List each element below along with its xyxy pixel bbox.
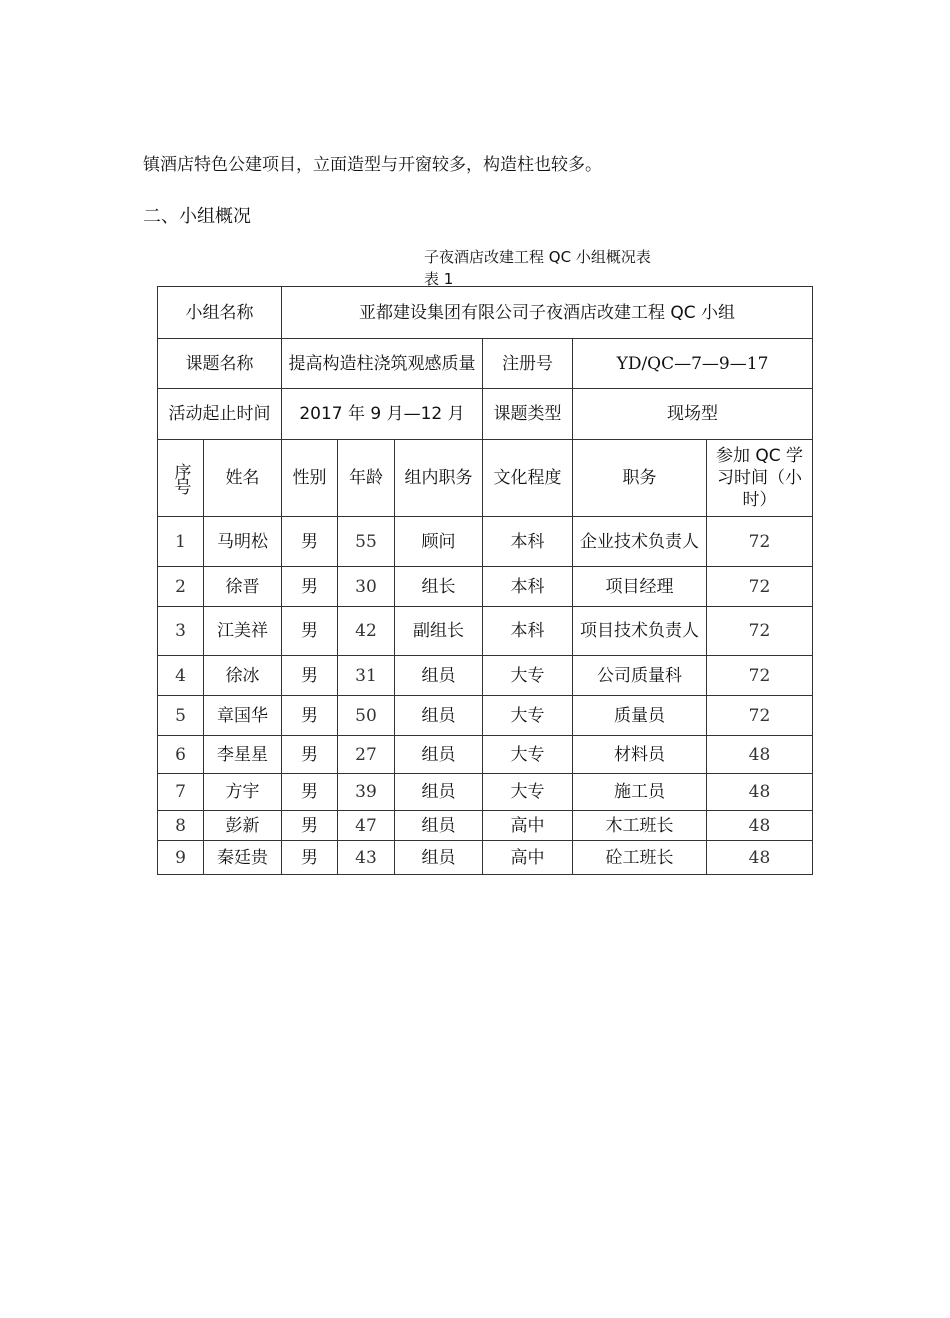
reg-value: YD/QC—7—9—17: [573, 339, 813, 389]
cell-group-role: 组员: [395, 841, 483, 875]
cell-name: 马明松: [204, 517, 282, 567]
period-value: 2017 年 9 月—12 月: [282, 389, 483, 440]
cell-age: 50: [338, 696, 395, 736]
table-row: [158, 811, 813, 841]
cell-gender: 男: [282, 567, 338, 607]
table-caption: [424, 246, 651, 290]
cell-name: 秦廷贵: [204, 841, 282, 875]
cell-group-role: 组员: [395, 811, 483, 841]
cell-age: 43: [338, 841, 395, 875]
period-row: [158, 389, 813, 440]
cell-group-role: 顾问: [395, 517, 483, 567]
cell-study-hours: 72: [707, 607, 813, 656]
qc-group-table: [157, 286, 813, 875]
table-row: [158, 736, 813, 774]
cell-gender: 男: [282, 774, 338, 811]
table-row: [158, 517, 813, 567]
cell-education: 大专: [483, 696, 573, 736]
cell-study-hours: 48: [707, 774, 813, 811]
cell-group-role: 组长: [395, 567, 483, 607]
group-name-value: 亚都建设集团有限公司子夜酒店改建工程 QC 小组: [282, 287, 813, 339]
cell-study-hours: 72: [707, 696, 813, 736]
reg-label: 注册号: [483, 339, 573, 389]
cell-seq: 1: [158, 517, 204, 567]
cell-study-hours: 48: [707, 736, 813, 774]
cell-education: 本科: [483, 567, 573, 607]
cell-study-hours: 72: [707, 517, 813, 567]
cell-name: 章国华: [204, 696, 282, 736]
table-number: 表 1: [424, 270, 454, 288]
col-header-education: 文化程度: [483, 440, 573, 517]
cell-position: 施工员: [573, 774, 707, 811]
cell-education: 高中: [483, 841, 573, 875]
col-header-age: 年龄: [338, 440, 395, 517]
col-header-seq: 序号: [158, 440, 204, 517]
cell-position: 项目技术负责人: [573, 607, 707, 656]
cell-name: 徐冰: [204, 656, 282, 696]
cell-position: 木工班长: [573, 811, 707, 841]
cell-education: 大专: [483, 656, 573, 696]
cell-name: 方宇: [204, 774, 282, 811]
cell-seq: 6: [158, 736, 204, 774]
col-header-position: 职务: [573, 440, 707, 517]
cell-gender: 男: [282, 841, 338, 875]
cell-gender: 男: [282, 696, 338, 736]
group-name-label: 小组名称: [158, 287, 282, 339]
cell-group-role: 副组长: [395, 607, 483, 656]
cell-name: 彭新: [204, 811, 282, 841]
table-row: [158, 774, 813, 811]
col-header-name: 姓名: [204, 440, 282, 517]
cell-position: 企业技术负责人: [573, 517, 707, 567]
cell-position: 公司质量科: [573, 656, 707, 696]
group-name-row: [158, 287, 813, 339]
section-heading: 二、小组概况: [143, 206, 251, 227]
cell-study-hours: 48: [707, 841, 813, 875]
cell-gender: 男: [282, 811, 338, 841]
type-label: 课题类型: [483, 389, 573, 440]
cell-group-role: 组员: [395, 774, 483, 811]
cell-age: 47: [338, 811, 395, 841]
table-row: [158, 567, 813, 607]
intro-paragraph: 镇酒店特色公建项目，立面造型与开窗较多，构造柱也较多。: [143, 155, 602, 175]
cell-education: 高中: [483, 811, 573, 841]
cell-education: 本科: [483, 517, 573, 567]
table-row: [158, 656, 813, 696]
cell-group-role: 组员: [395, 736, 483, 774]
cell-study-hours: 72: [707, 656, 813, 696]
cell-education: 大专: [483, 774, 573, 811]
cell-position: 材料员: [573, 736, 707, 774]
table-row: [158, 696, 813, 736]
col-header-gender: 性别: [282, 440, 338, 517]
table-title: 子夜酒店改建工程 QC 小组概况表: [424, 248, 651, 266]
cell-seq: 4: [158, 656, 204, 696]
cell-group-role: 组员: [395, 696, 483, 736]
col-header-group-role: 组内职务: [395, 440, 483, 517]
type-value: 现场型: [573, 389, 813, 440]
cell-gender: 男: [282, 517, 338, 567]
period-label: 活动起止时间: [158, 389, 282, 440]
cell-group-role: 组员: [395, 656, 483, 696]
cell-study-hours: 72: [707, 567, 813, 607]
cell-gender: 男: [282, 656, 338, 696]
cell-seq: 3: [158, 607, 204, 656]
cell-seq: 2: [158, 567, 204, 607]
table-row: [158, 607, 813, 656]
cell-age: 39: [338, 774, 395, 811]
cell-age: 30: [338, 567, 395, 607]
cell-study-hours: 48: [707, 811, 813, 841]
table-row: [158, 841, 813, 875]
cell-name: 李星星: [204, 736, 282, 774]
cell-age: 27: [338, 736, 395, 774]
cell-age: 31: [338, 656, 395, 696]
topic-row: [158, 339, 813, 389]
cell-age: 42: [338, 607, 395, 656]
cell-seq: 8: [158, 811, 204, 841]
topic-label: 课题名称: [158, 339, 282, 389]
member-rows: [158, 517, 813, 875]
cell-position: 砼工班长: [573, 841, 707, 875]
cell-education: 本科: [483, 607, 573, 656]
cell-position: 质量员: [573, 696, 707, 736]
cell-gender: 男: [282, 736, 338, 774]
topic-value: 提高构造柱浇筑观感质量: [282, 339, 483, 389]
cell-seq: 7: [158, 774, 204, 811]
cell-seq: 9: [158, 841, 204, 875]
cell-age: 55: [338, 517, 395, 567]
cell-gender: 男: [282, 607, 338, 656]
cell-name: 江美祥: [204, 607, 282, 656]
cell-education: 大专: [483, 736, 573, 774]
cell-name: 徐晋: [204, 567, 282, 607]
col-header-study-hours: 参加 QC 学习时间（小时）: [707, 440, 813, 517]
cell-seq: 5: [158, 696, 204, 736]
cell-position: 项目经理: [573, 567, 707, 607]
member-header-row: [158, 440, 813, 517]
